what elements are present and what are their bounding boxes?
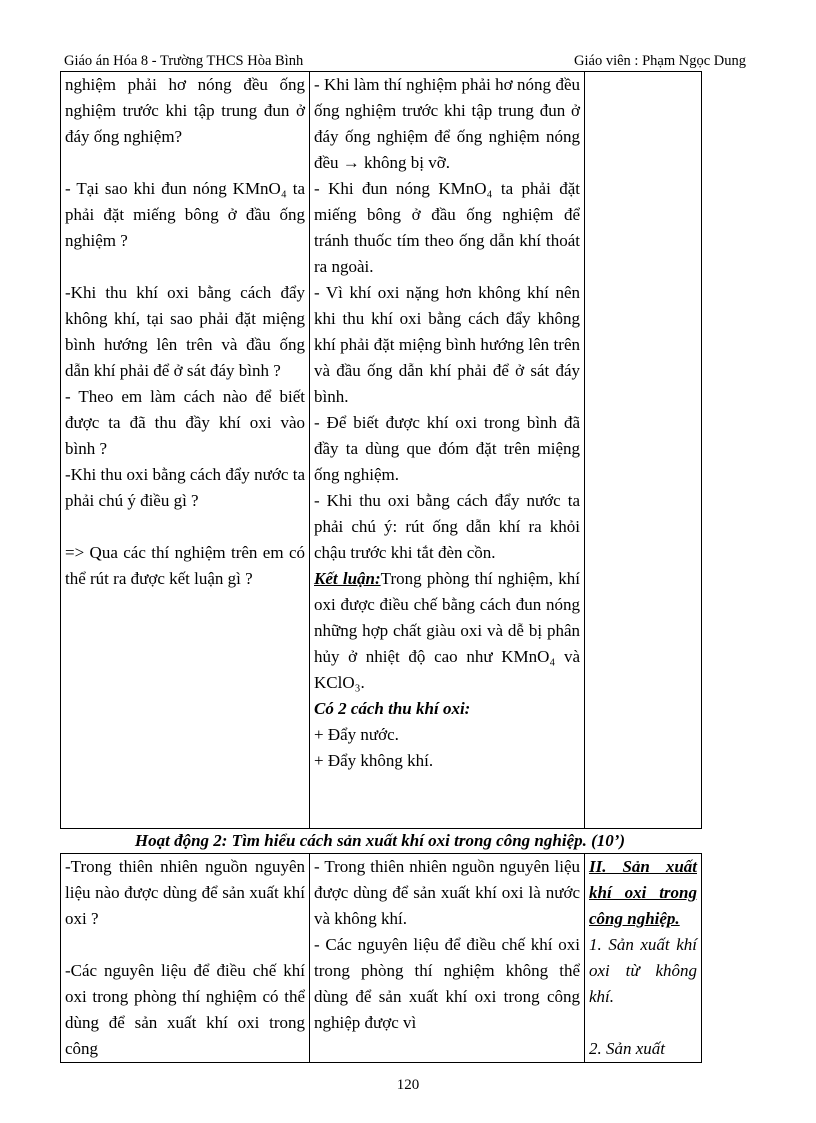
question: -Các nguyên liệu để điều chế khí oxi trong phòng thí nghiệm có thể dùng để sản xuất khí oxi trong công	[65, 961, 305, 1058]
question: -Trong thiên nhiên nguồn nguyên liệu nào được dùng để sản xuất khí oxi ?	[65, 857, 305, 928]
section-title: II. Sản xuất khí oxi trong công nghiệp.	[589, 857, 697, 928]
answer: - Khi thu oxi bằng cách đẩy nước ta phải chú ý: rút ống dẫn khí ra khỏi chậu trước khi tắt đèn cồn.	[314, 491, 580, 562]
activity-heading: Hoạt động 2: Tìm hiểu cách sản xuất khí oxi trong công nghiệp. (10’)	[134, 831, 626, 850]
method-item: + Đẩy nước.	[314, 725, 399, 744]
answer: - Khi làm thí nghiệm phải hơ nóng đều ống nghiệm trước khi tập trung đun ở đáy ống nghiệm để ống nghiệm nóng đều → không bị vỡ.	[314, 75, 580, 172]
section-item: 1. Sản xuất khí oxi từ không khí.	[589, 935, 697, 1006]
question: -Khi thu khí oxi bằng cách đẩy không khí, tại sao phải đặt miệng bình hướng lên trên và đầu ống dẫn khí phải để ở sát đáy bình ?	[65, 283, 305, 380]
answer: - Vì khí oxi nặng hơn không khí nên khi thu khí oxi bằng cách đẩy không khí phải đặt miệng bình hướng lên trên và đầu ống dẫn khí phải để ở sát đáy bình.	[314, 283, 580, 406]
page-header	[60, 51, 750, 71]
conclusion-text: Trong phòng thí nghiệm, khí oxi được điều chế bằng cách đun nóng những hợp chất giàu oxi và dễ bị phân hủy ở nhiệt độ cao như KMnO₄ và KClO₃.	[314, 569, 581, 692]
notes-cell	[585, 72, 702, 829]
teacher-questions-cell	[61, 854, 310, 1063]
answer: - Các nguyên liệu để điều chế khí oxi trong phòng thí nghiệm không thể dùng để sản xuất khí oxi trong công nghiệp được vì	[314, 935, 580, 1032]
method-item: + Đẩy không khí.	[314, 751, 434, 770]
question: nghiệm phải hơ nóng đều ống nghiệm trước khi tập trung đun ở đáy ống nghiệm?	[65, 75, 305, 146]
answer: - Khi đun nóng KMnO₄ ta phải đặt miếng bông ở đầu ống nghiệm để tránh thuốc tím theo ống dẫn khí thoát ra ngoài.	[314, 179, 580, 276]
section-item: 2. Sản xuất	[589, 1039, 666, 1058]
question: - Tại sao khi đun nóng KMnO₄ ta phải đặt miếng bông ở đầu ống nghiệm ?	[65, 179, 305, 250]
student-answers-cell	[310, 854, 585, 1063]
student-answers-cell	[310, 72, 585, 829]
answer: - Trong thiên nhiên nguồn nguyên liệu được dùng để sản xuất khí oxi là nước và không khí.	[314, 857, 580, 928]
conclusion-label: Kết luận:	[314, 569, 381, 588]
lesson-table-2	[60, 853, 702, 1063]
header-school: Giáo án Hóa 8 - Trường THCS Hòa Bình	[64, 53, 304, 69]
answer: - Để biết được khí oxi trong bình đã đầy ta dùng que đóm đặt trên miệng ống nghiệm.	[314, 413, 580, 484]
methods-title: Có 2 cách thu khí oxi:	[314, 699, 471, 718]
question: -Khi thu oxi bằng cách đẩy nước ta phải chú ý điều gì ?	[65, 465, 305, 510]
notes-cell	[585, 854, 702, 1063]
conclusion	[314, 566, 580, 696]
header-teacher: Giáo viên : Phạm Ngọc Dung	[574, 53, 746, 69]
question: - Theo em làm cách nào để biết được ta đã thu đầy khí oxi vào bình ?	[65, 387, 305, 458]
lesson-table-1	[60, 71, 702, 829]
teacher-questions-cell	[61, 72, 310, 829]
question: => Qua các thí nghiệm trên em có thể rút ra được kết luận gì ?	[65, 543, 305, 588]
page-number: 120	[396, 1077, 420, 1093]
